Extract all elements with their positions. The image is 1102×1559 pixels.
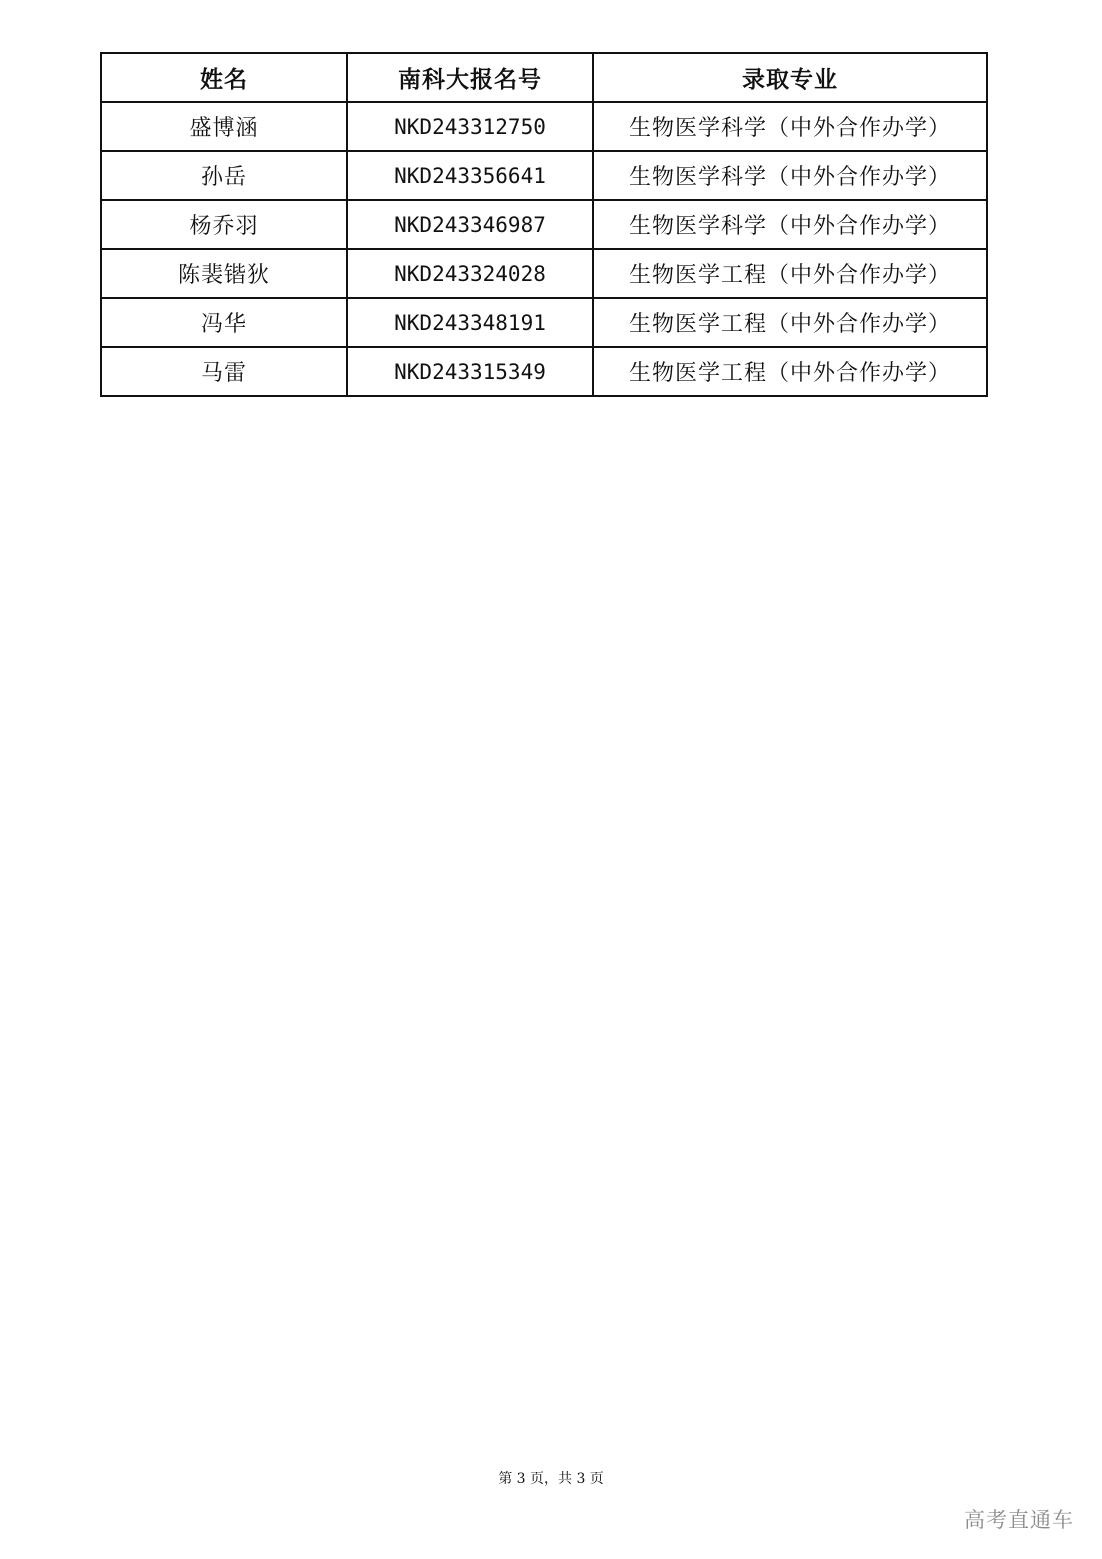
- table-header-row: [101, 53, 987, 102]
- cell-major: 生物医学科学（中外合作办学）: [593, 200, 987, 249]
- table-row: [101, 102, 987, 151]
- cell-name: 孙岳: [101, 151, 347, 200]
- table-row: [101, 151, 987, 200]
- cell-major: 生物医学工程（中外合作办学）: [593, 298, 987, 347]
- cell-registration-id: NKD243348191: [347, 298, 593, 347]
- table-row: [101, 200, 987, 249]
- cell-major: 生物医学科学（中外合作办学）: [593, 102, 987, 151]
- cell-major: 生物医学科学（中外合作办学）: [593, 151, 987, 200]
- cell-name: 陈裴锴狄: [101, 249, 347, 298]
- header-major: 录取专业: [593, 53, 987, 102]
- cell-registration-id: NKD243312750: [347, 102, 593, 151]
- cell-registration-id: NKD243346987: [347, 200, 593, 249]
- admission-table: [100, 52, 988, 397]
- cell-registration-id: NKD243356641: [347, 151, 593, 200]
- watermark-text: 高考直通车: [964, 1508, 1074, 1532]
- cell-registration-id: NKD243324028: [347, 249, 593, 298]
- table-row: [101, 347, 987, 396]
- header-name: 姓名: [101, 53, 347, 102]
- cell-registration-id: NKD243315349: [347, 347, 593, 396]
- cell-name: 盛博涵: [101, 102, 347, 151]
- cell-name: 马雷: [101, 347, 347, 396]
- cell-name: 杨乔羽: [101, 200, 347, 249]
- table-row: [101, 249, 987, 298]
- cell-major: 生物医学工程（中外合作办学）: [593, 249, 987, 298]
- header-registration-id: 南科大报名号: [347, 53, 593, 102]
- table-row: [101, 298, 987, 347]
- cell-major: 生物医学工程（中外合作办学）: [593, 347, 987, 396]
- cell-name: 冯华: [101, 298, 347, 347]
- admission-table-container: [100, 52, 986, 397]
- page-footer: 第 3 页，共 3 页: [498, 1471, 604, 1487]
